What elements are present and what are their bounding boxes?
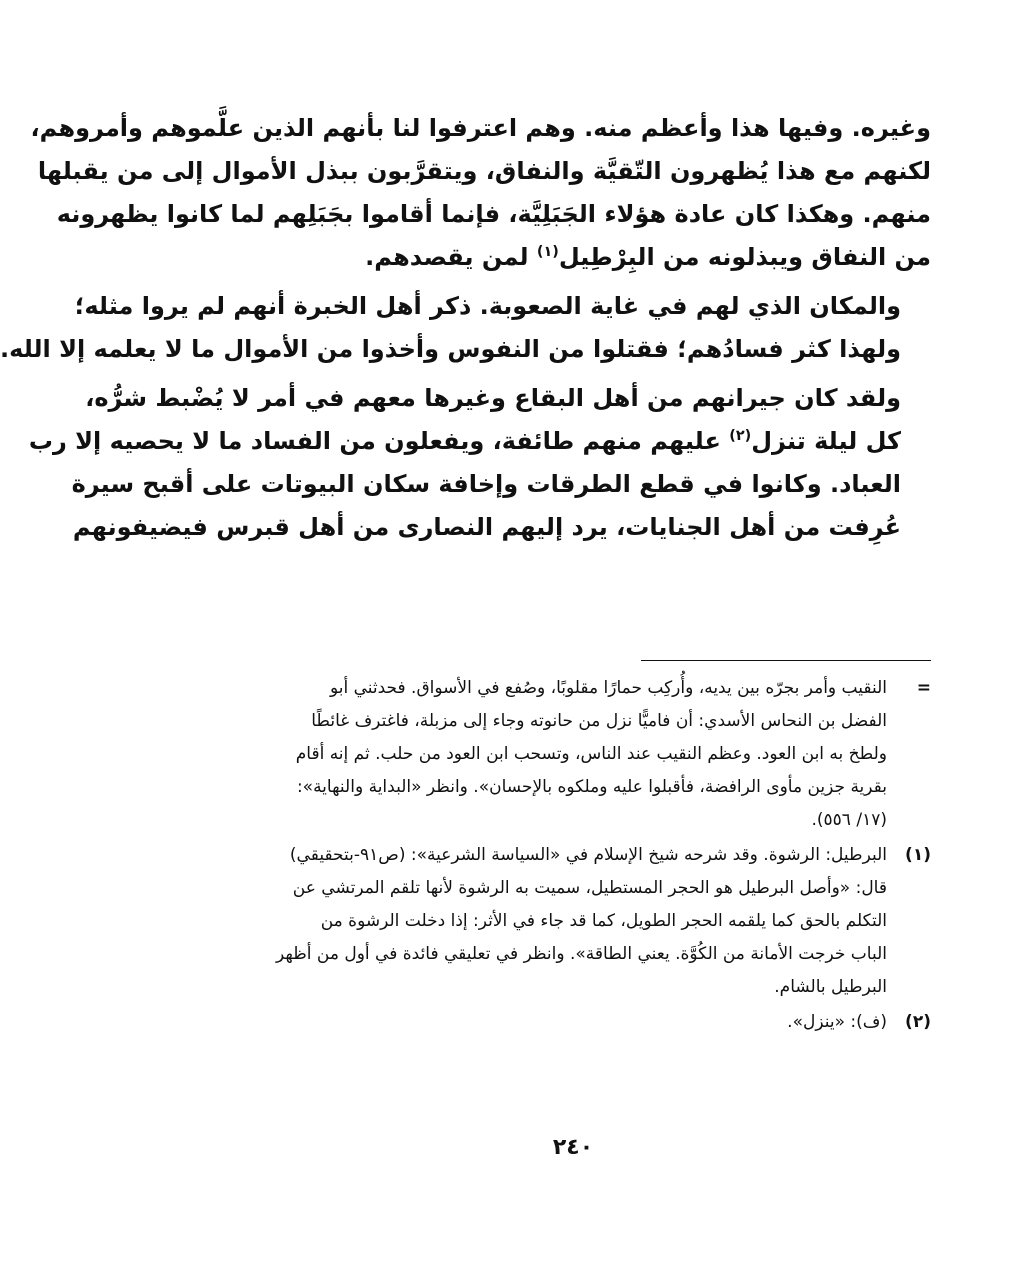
footnote-divider <box>641 660 931 661</box>
text-line: لكنهم مع هذا يُظهرون التّقيَّة والنفاق، ويتقرَّبون ببذل الأموال إلى من يقبلها <box>37 157 931 185</box>
footnotes-section <box>211 672 931 1041</box>
footnote-line: ولطخ به ابن العود. وعظم النقيب عند الناس، وتسحب ابن العود من حلب. ثم إنه أقام <box>295 744 887 764</box>
text-segment: كل ليلة تنزل <box>751 427 901 455</box>
paragraph-3 <box>28 377 931 549</box>
text-segment: عليهم منهم طائفة، ويفعلون من الفساد ما لا يحصيه إلا رب <box>28 427 730 455</box>
text-line <box>28 420 931 463</box>
text-line: والمكان الذي لهم في غاية الصعوبة. ذكر أهل الخبرة أنهم لم يروا مثله؛ <box>74 292 901 320</box>
footnote-line: الفضل بن النحاس الأسدي: أن فاميًّا نزل من حانوته وجاء إلى مزبلة، فاغترف غائطًا <box>311 711 887 731</box>
footnote-line: قال: «وأصل البرطيل هو الحجر المستطيل، سميت به الرشوة لأنها تلقم المرتشي عن <box>292 878 887 898</box>
footnote-line: التكلم بالحق كما يلقمه الحجر الطويل، كما قد جاء في الأثر: إذا دخلت الرشوة من <box>320 911 887 931</box>
footnote-continuation <box>211 672 931 837</box>
text-line: وغيره. وفيها هذا وأعظم منه. وهم اعترفوا لنا بأنهم الذين علَّموهم وأمروهم، <box>30 114 931 142</box>
text-line: ولقد كان جيرانهم من أهل البقاع وغيرها معهم في أمر لا يُضْبط شرُّه، <box>85 384 901 412</box>
footnote-marker: (٢) <box>905 1012 931 1032</box>
text-segment: من النفاق ويبذلونه من البِرْطِيل <box>558 243 931 271</box>
footnote-line: الباب خرجت الأمانة من الكُوَّة. يعني الطاقة». وانظر في تعليقي فائدة في أول من أظهر <box>276 944 887 964</box>
footnote-ref-1[interactable]: (١) <box>536 244 559 260</box>
footnote-marker: (١) <box>905 845 931 865</box>
text-line <box>211 236 931 279</box>
text-line: منهم. وهكذا كان عادة هؤلاء الجَبَلِيَّة، فإنما أقاموا بجَبَلِهم لما كانوا يظهرونه <box>56 200 931 228</box>
footnote-1 <box>211 839 931 1004</box>
main-text <box>0 107 931 555</box>
text-line: العباد. وكانوا في قطع الطرقات وإخافة سكان البيوتات على أقبح سيرة <box>71 470 901 498</box>
paragraph-1 <box>30 107 931 279</box>
footnote-line: النقيب وأمر بجرّه بين يديه، وأُركِب حمارًا مقلوبًا، وصُفع في الأسواق. فحدثني أبو <box>329 678 887 698</box>
footnote-line: البرطيل: الرشوة. وقد شرحه شيخ الإسلام في «السياسة الشرعية»: (ص٩١-بتحقيقي) <box>289 845 887 865</box>
footnote-line: (ف): «ينزل». <box>787 1012 887 1032</box>
page-number: ٢٤٠ <box>552 1135 594 1160</box>
text-line: ولهذا كثر فسادُهم؛ فقتلوا من النفوس وأخذوا من الأموال ما لا يعلمه إلا الله. <box>0 335 901 363</box>
footnote-line: البرطيل بالشام. <box>774 977 887 997</box>
continuation-marker: = <box>916 678 931 698</box>
text-segment: لمن يقصدهم. <box>365 243 537 271</box>
footnote-line: (١٧/ ٥٥٦). <box>811 810 887 830</box>
footnote-ref-2[interactable]: (٢) <box>729 428 752 444</box>
text-line: عُرِفت من أهل الجنايات، يرد إليهم النصارى من أهل قبرس فيضيفونهم <box>72 513 901 541</box>
paragraph-2 <box>0 285 931 371</box>
footnote-line: بقرية جزين مأوى الرافضة، فأقبلوا عليه وملكوه بالإحسان». وانظر «البداية والنهاية»: <box>296 777 887 797</box>
footnote-2 <box>211 1006 931 1039</box>
